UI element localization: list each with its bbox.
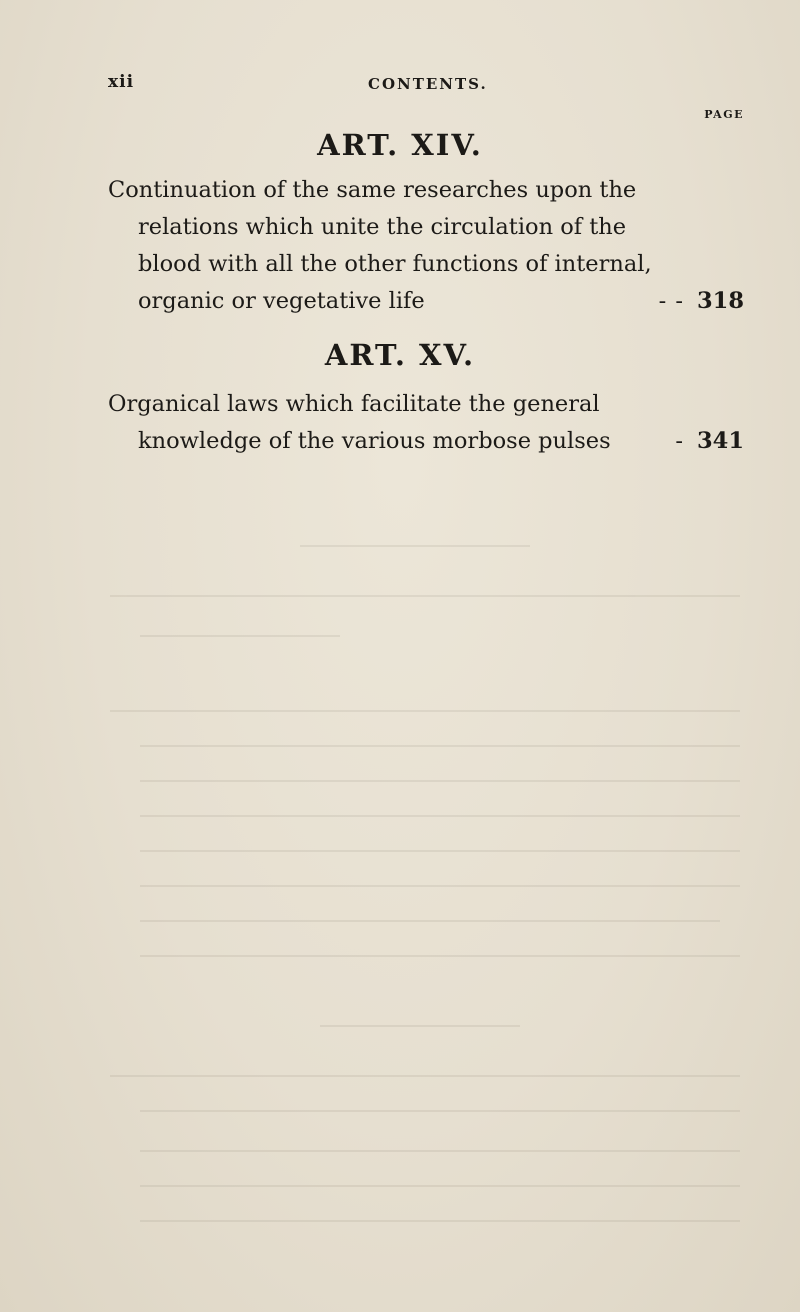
contents-entry — [108, 172, 744, 320]
dot-leader: - — [675, 428, 684, 454]
entry-line-text: knowledge of the various morbose pulses — [138, 428, 611, 454]
article-heading: ART. XIV. — [317, 128, 483, 162]
entry-line-text: organic or vegetative life — [138, 288, 425, 314]
entry-line-final — [108, 283, 744, 320]
running-head: CONTENTS. — [368, 75, 488, 93]
article-heading: ART. XV. — [324, 338, 476, 372]
entry-line: blood with all the other functions of internal, — [138, 251, 652, 277]
page-column-label: PAGE — [704, 108, 744, 121]
contents-entry — [108, 386, 744, 460]
dot-leader: - - — [658, 288, 684, 314]
entry-line: Continuation of the same researches upon the — [108, 177, 637, 203]
page-number: xii — [108, 72, 135, 92]
entry-line: relations which unite the circulation of the — [138, 214, 627, 240]
entry-line: Organical laws which facilitate the general — [108, 391, 600, 417]
entry-line-final — [108, 423, 744, 460]
page-header — [108, 72, 748, 121]
page-reference: 318 — [697, 288, 744, 314]
page-reference: 341 — [697, 428, 744, 454]
